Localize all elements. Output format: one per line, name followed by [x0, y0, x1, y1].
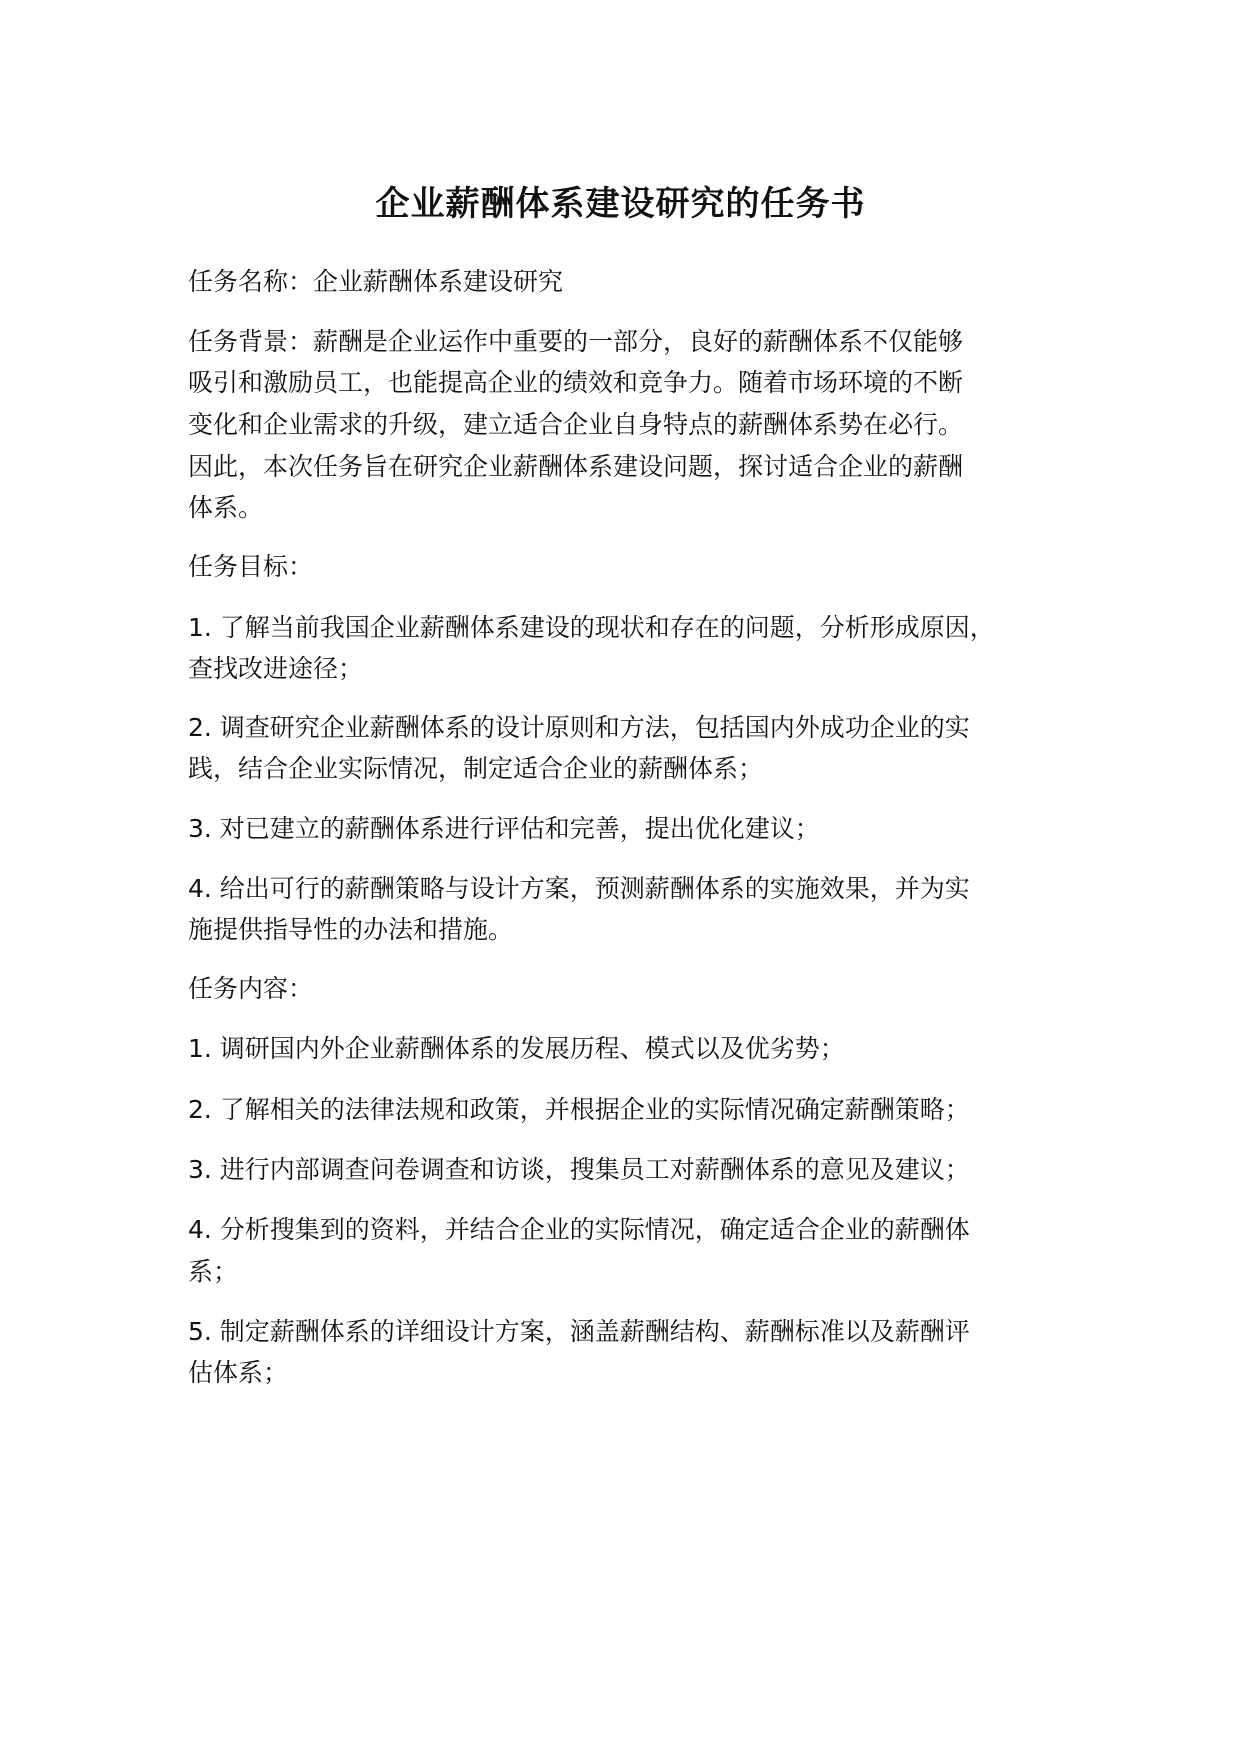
content-item-4-line-1: 4. 分析搜集到的资料，并结合企业的实际情况，确定适合企业的薪酬体	[188, 1215, 970, 1244]
background-line-2: 吸引和激励员工，也能提高企业的绩效和竞争力。随着市场环境的不断	[188, 368, 964, 397]
goal-item-2-line-2: 践，结合企业实际情况，制定适合企业的薪酬体系；	[188, 754, 764, 783]
goal-item-1-line-1: 1. 了解当前我国企业薪酬体系建设的现状和存在的问题，分析形成原因，	[188, 613, 995, 642]
content-item-2-line-1: 2. 了解相关的法律法规和政策，并根据企业的实际情况确定薪酬策略；	[188, 1095, 970, 1124]
background-line-3: 变化和企业需求的升级，建立适合企业自身特点的薪酬体系势在必行。	[188, 410, 964, 439]
content-item-5-line-2: 估体系；	[188, 1358, 289, 1387]
content-heading: 任务内容：	[188, 974, 314, 1003]
content-item-5-line-1: 5. 制定薪酬体系的详细设计方案，涵盖薪酬结构、薪酬标准以及薪酬评	[188, 1317, 970, 1346]
content-item-3-line-1: 3. 进行内部调查问卷调查和访谈，搜集员工对薪酬体系的意见及建议；	[188, 1155, 970, 1184]
background-line-1: 任务背景：薪酬是企业运作中重要的一部分，良好的薪酬体系不仅能够	[188, 327, 964, 356]
content-item-1-line-1: 1. 调研国内外企业薪酬体系的发展历程、模式以及优劣势；	[188, 1034, 845, 1063]
goal-item-2-line-1: 2. 调查研究企业薪酬体系的设计原则和方法，包括国内外成功企业的实	[188, 713, 970, 742]
goal-item-4-line-2: 施提供指导性的办法和措施。	[188, 915, 514, 944]
background-line-5: 体系。	[188, 493, 264, 522]
document-title: 企业薪酬体系建设研究的任务书	[375, 184, 866, 224]
content-item-4-line-2: 系；	[188, 1257, 239, 1286]
goal-item-1-line-2: 查找改进途径；	[188, 654, 364, 683]
goal-item-3-line-1: 3. 对已建立的薪酬体系进行评估和完善，提出优化建议；	[188, 814, 820, 843]
background-line-4: 因此，本次任务旨在研究企业薪酬体系建设问题，探讨适合企业的薪酬	[188, 452, 964, 481]
goals-heading: 任务目标：	[188, 552, 314, 581]
goal-item-4-line-1: 4. 给出可行的薪酬策略与设计方案，预测薪酬体系的实施效果，并为实	[188, 874, 970, 903]
task-name-line: 任务名称：企业薪酬体系建设研究	[188, 267, 564, 296]
